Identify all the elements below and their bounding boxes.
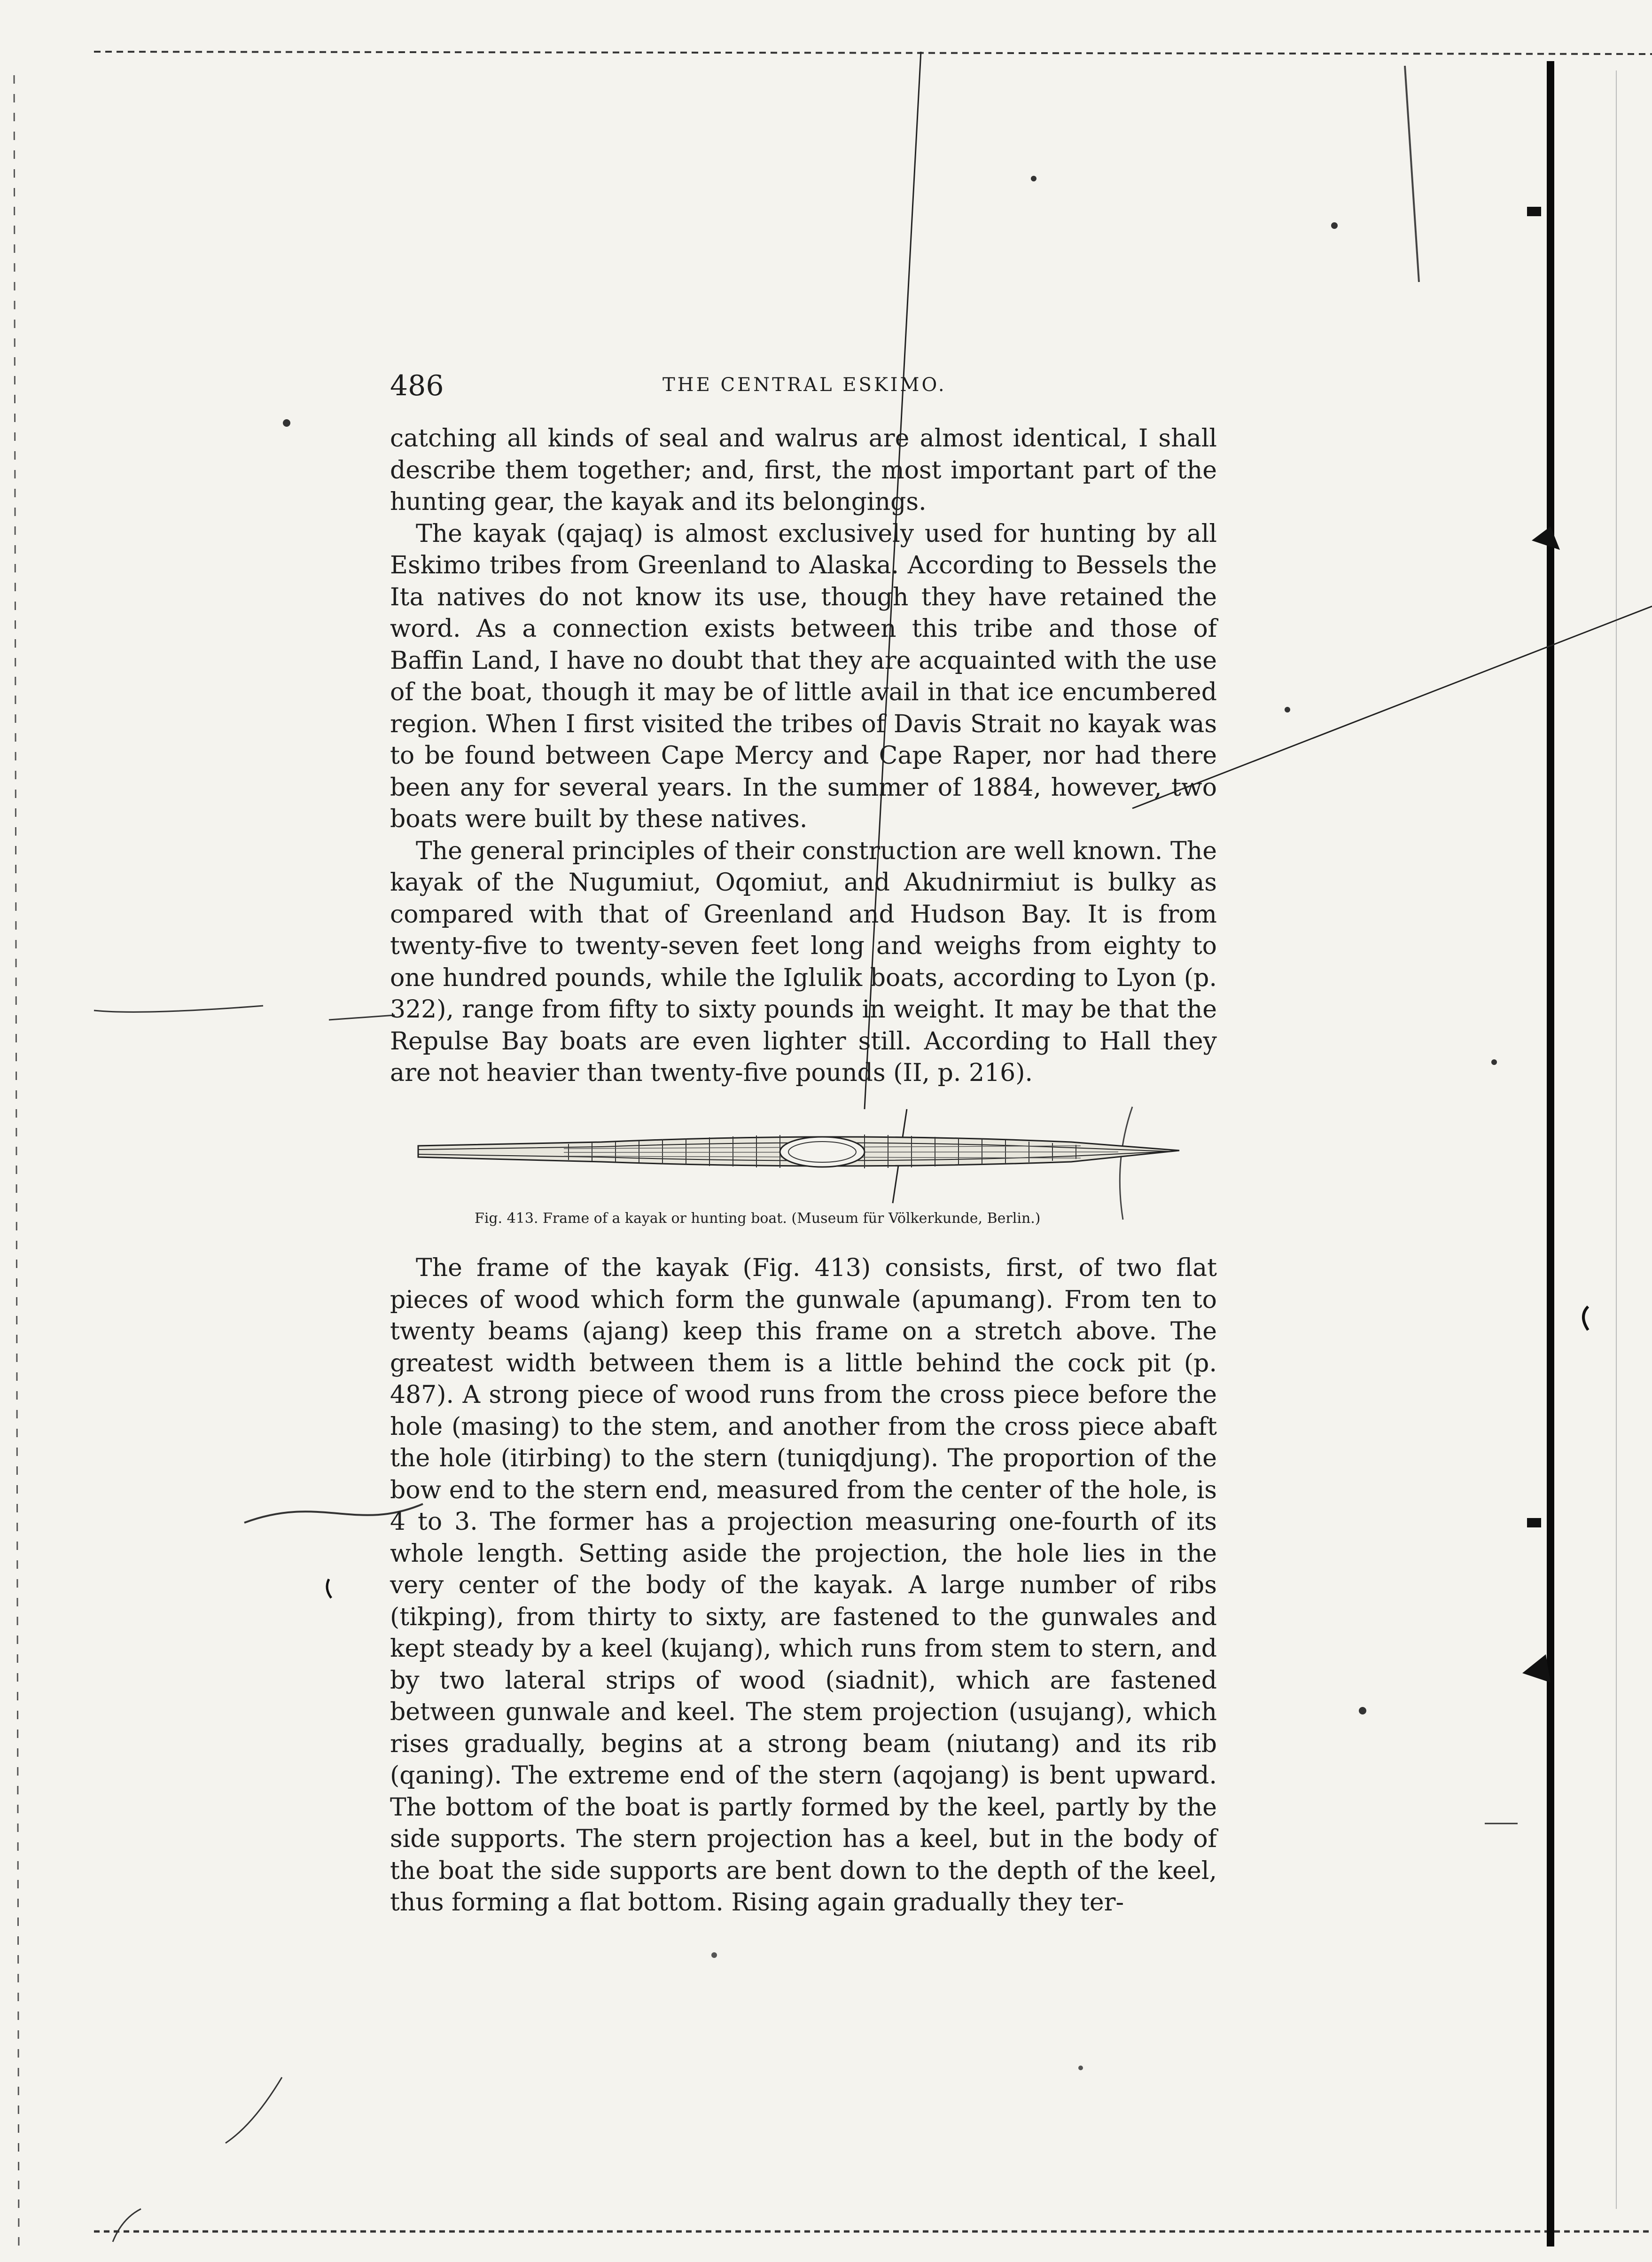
page-number: 486 [390,369,444,402]
paragraph: The general principles of their construction are well known. The kayak of the Nugumiut, Oqomiut, and Akudnirmiut is bulky as compared with that of Greenland and Hudson Bay. It is from twenty-five to twenty-seven feet long and weighs from eighty to one hundred pounds, while the Iglulik boats, according to Lyon (p. 322), range from fifty to sixty pounds in weight. It may be that the Repulse Bay boats are even lighter still. According to Hall they are not heavier than twenty-five pounds (II, p. 216). [390,837,1217,1087]
paragraph: catching all kinds of seal and walrus are almost identical, I shall describe them together; and, first, the most important part of the hunting gear, the kayak and its belongings. [390,424,1217,516]
figure-caption: Fig. 413. Frame of a kayak or hunting boat. (Museum für Völkerkunde, Berlin.) [475,1210,1041,1227]
paragraph: The kayak (qajaq) is almost exclusively used for hunting by all Eskimo tribes from Greenland to Alaska. According to Bessels the Ita natives do not know its use, though they have retained the word. As a connection exists between this tribe and those of Baffin Land, I have no doubt that they are acquainted with the use of the boat, though it may be of little avail in that ice encumbered region. When I first visited the tribes of Davis Strait no kayak was to be found between Cape Mercy and Cape Raper, nor had there been any for several years. In the summer of 1884, however, two boats were built by these natives. [390,519,1217,833]
kayak-frame-figure [413,1109,1184,1217]
text-block-top [390,423,1217,1089]
paragraph: The frame of the kayak (Fig. 413) consists, first, of two flat pieces of wood which form the gunwale (apumang). From ten to twenty beams (ajang) keep this frame on a stretch above. The greatest width between them is a little behind the cock pit (p. 487). A strong piece of wood runs from the cross piece before the hole (masing) to the stem, and another from the cross piece abaft the hole (itirbing) to the stern (tuniqdjung). The proportion of the bow end to the stern end, measured from the center of the hole, is 4 to 3. The former has a projection measuring one-fourth of its whole length. Setting aside the projection, the hole lies in the very center of the body of the kayak. A large number of ribs (tikping), from thirty to sixty, are fastened to the gunwales and kept steady by a keel (kujang), which runs from stem to stern, and by two lateral strips of wood (siadnit), which are fastened between gunwale and keel. The stem projection (usujang), which rises gradually, begins at a strong beam (niutang) and its rib (qaning). The extreme end of the stern (aqojang) is bent upward. The bottom of the boat is partly formed by the keel, partly by the side supports. The stern projection has a keel, but in the body of the boat the side supports are bent down to the depth of the keel, thus forming a flat bottom. Rising again gradually they ter- [390,1254,1217,1917]
running-head [390,369,1226,407]
running-title: THE CENTRAL ESKIMO. [662,374,947,396]
text-block-bottom [390,1252,1217,1919]
